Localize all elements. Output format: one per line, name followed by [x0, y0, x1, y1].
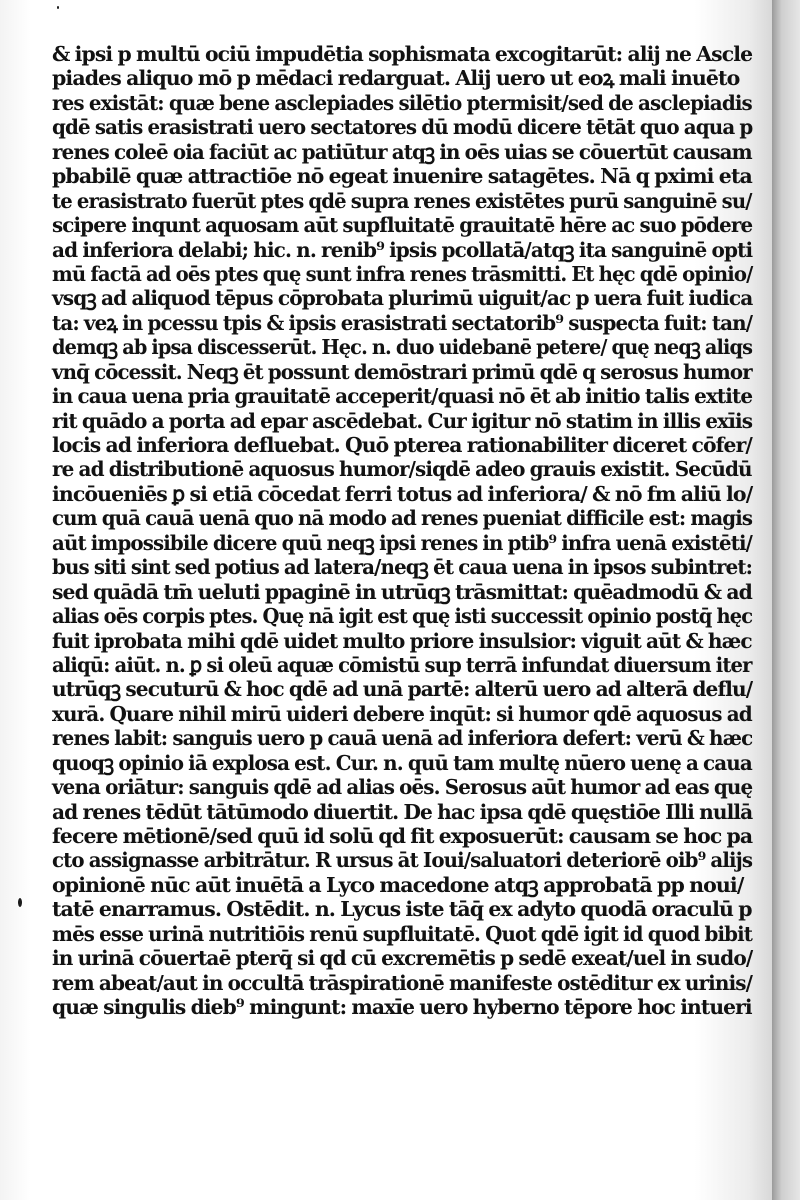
text-line [52, 873, 752, 897]
text-line [52, 726, 753, 751]
text-line [52, 164, 752, 188]
text-line [52, 42, 753, 66]
line-end-mark: / [745, 677, 753, 702]
text-line [52, 482, 751, 506]
text-line [52, 66, 752, 90]
text-line [52, 921, 753, 946]
text-line [52, 555, 753, 580]
text-line [52, 897, 751, 921]
text-line [52, 799, 753, 824]
text-line-content: rit quādo a porta ad epar ascēdebat. Cur igitur nō statim in illis exīis [52, 408, 753, 433]
text-line [52, 261, 753, 286]
text-line-content: renes labit: sanguis uero p cauā uenā ad inferiora defert: verū & hæc [52, 726, 753, 751]
text-line [52, 970, 753, 995]
text-line-content: vnq̄ cōcessit. Neqꝫ ēt possunt demōstrari primū qdē q serosus humor [52, 359, 752, 384]
line-end-mark: / [745, 530, 753, 555]
text-line-content: fuit iprobata mihi qdē uidet multo priore insulsior: viguit aūt & hæc [52, 628, 752, 653]
text-line-content: incōueniēs ꝑ si etiā cōcedat ferri totus ad inferiora/ & nō fm aliū lo [52, 481, 746, 506]
text-line-content: vena oriātur: sanguis qdē ad alias oēs. Serosus aūt humor ad eas quę [52, 775, 753, 800]
text-line-content: scipere inqunt aquosam aūt supfluitatē grauitatē hēre ac suo pōdere [52, 213, 753, 238]
text-line-content: ad inferiora delabi; hic. n. renib⁹ ipsis pcollatā/atqꝫ ita sanguinē opti [52, 237, 753, 262]
text-line [52, 115, 753, 140]
text-line-content: cum quā cauā uenā quo nā modo ad renes pueniat difficile est: magis [52, 506, 753, 531]
text-line-content: quæ singulis dieb⁹ mingunt: maxīe uero hyberno tēpore hoc intueri [52, 995, 752, 1020]
text-line-content: aliqū: aiūt. n. ꝑ si oleū aquæ cōmistū sup terrā infundat diuersum iter [52, 652, 752, 677]
text-line [52, 90, 752, 115]
text-line [52, 408, 753, 433]
ink-speck [18, 898, 22, 907]
text-line-content: xurā. Quare nihil mirū uideri debere inqūt: si humor qdē aquosus ad [52, 701, 752, 726]
text-line-content: demqꝫ ab ipsa discesserūt. Hęc. n. duo uidebanē petere/ quę neqꝫ aliqs [52, 335, 753, 360]
text-line-content: bus siti sint sed potius ad latera/neqꝫ ēt caua uena in ipsos subintret: [52, 555, 753, 580]
text-line [52, 946, 753, 971]
page-gutter [772, 0, 800, 1200]
line-end-mark: / [745, 481, 753, 506]
text-line-content: locis ad inferiora defluebat. Quō pterea rationabiliter diceret cōfer [52, 433, 746, 457]
text-line [52, 604, 753, 629]
text-line [52, 628, 752, 653]
text-line-content: cto assignasse arbitrātur. R ursus āt Ioui/saluatori deteriorē oib⁹ alijs [52, 848, 753, 873]
text-line [52, 530, 753, 555]
line-end-mark: / [745, 946, 753, 971]
text-line-content: re ad distributionē aquosus humor/siqdē adeo grauis existit. Secūdū [52, 457, 752, 482]
text-line-content: ta: veꝝ in pcessu tpis & ipsis erasistrati sectatorib⁹ suspecta fuit: tan [52, 310, 746, 335]
text-line [52, 652, 752, 677]
text-line [52, 750, 752, 775]
text-line [52, 310, 753, 335]
text-line [52, 775, 753, 800]
text-line-content: opinionē nūc aūt inuētā a Lyco macedone atqꝫ approbatā pp noui [52, 872, 737, 897]
text-line-content: in caua uena pria grauitatē acceperit/quasi nō ēt ab initio talis extite [52, 384, 753, 409]
text-line [52, 677, 753, 702]
text-line-content: te erasistrato fuerūt ptes qdē supra renes existētes purū sanguinē su [52, 188, 746, 213]
line-end-mark: / [736, 872, 744, 897]
text-line [52, 384, 753, 409]
text-line-content: rem abeat/aut in occultā trāspirationē manifeste ostēditur ex urinis/ [52, 970, 753, 995]
text-line [52, 848, 753, 873]
text-line [52, 213, 753, 238]
text-line-content: mēs esse urinā nutritiōis renū supfluitatē. Quot qdē igit id quod bibit [52, 921, 753, 946]
body-text [52, 42, 752, 1020]
text-line-content: tatē enarramus. Ostēdit. n. Lycus iste tāq̄ ex adyto quodā oraculū p [52, 897, 752, 922]
text-line [52, 433, 752, 457]
text-line-content: res existāt: quæ bene asclepiades silētio ptermisit/sed de asclepiadis [52, 90, 752, 115]
text-line-content: sed quādā tm̄ ueluti ppaginē in utrūqꝫ trāsmittat: quēadmodū & ad [52, 579, 752, 604]
text-line-content: utrūqꝫ secuturū & hoc qdē ad unā partē: alterū uero ad alterā deflu [52, 677, 746, 702]
text-line [52, 237, 753, 262]
text-line-content: fecere mētionē/sed quū id solū qd fit exposuerūt: causam se hoc pa [52, 824, 753, 848]
line-end-mark: / [746, 261, 753, 286]
text-line-content: qdē satis erasistrati uero sectatores dū modū dicere tētāt quo aqua p [52, 115, 753, 140]
ink-speck [57, 6, 59, 9]
text-line [52, 701, 752, 726]
line-end-mark: / [745, 188, 752, 213]
text-line-content: pbabilē quæ attractiōe nō egeat inuenire satagētes. Nā q pximi eta [52, 164, 752, 189]
text-line [52, 139, 752, 164]
text-line-content: in urinā cōuertaē pterq̄ si qd cū excremētis p sedē exeat/uel in sudo [52, 946, 746, 971]
text-line [52, 506, 753, 531]
text-line [52, 188, 752, 213]
text-line [52, 286, 753, 311]
text-line-content: quoqꝫ opinio iā explosa est. Cur. n. quū tam multę nūero uenę a caua [52, 750, 752, 775]
text-line-content: alias oēs corpis ptes. Quę nā igit est quę isti successit opinio postq̄ hęc [52, 604, 753, 629]
text-line-content: piades aliquo mō p mēdaci redarguat. Alij uero ut eoꝝ mali inuēto [52, 66, 740, 91]
text-line [52, 824, 753, 848]
text-line [52, 579, 752, 604]
text-line [52, 995, 752, 1020]
text-line [52, 335, 753, 360]
text-line-content: ad renes tēdūt tātūmodo diuertit. De hac ipsa qdē quęstiōe Illi nullā [52, 799, 753, 824]
text-line-content: aūt impossibile dicere quū neqꝫ ipsi renes in ptib⁹ infra uenā existēti [52, 530, 746, 555]
text-line-content: & ipsi p multū ociū impudētia sophismata excogitarūt: alij ne Ascle [52, 42, 753, 66]
text-line [52, 457, 752, 482]
line-end-mark: / [745, 310, 753, 335]
text-line-content: vsqꝫ ad aliquod tēpus cōprobata plurimū uiguit/ac p uera fuit iudica [52, 286, 753, 311]
text-line-content: mū factā ad oēs ptes quę sunt infra renes trāsmitti. Et hęc qdē opinio [52, 261, 747, 286]
line-end-mark: / [745, 433, 752, 457]
text-line-content: renes coleē oia faciūt ac patiūtur atqꝫ in oēs uias se cōuertūt causam [52, 139, 752, 164]
text-line [52, 359, 752, 384]
